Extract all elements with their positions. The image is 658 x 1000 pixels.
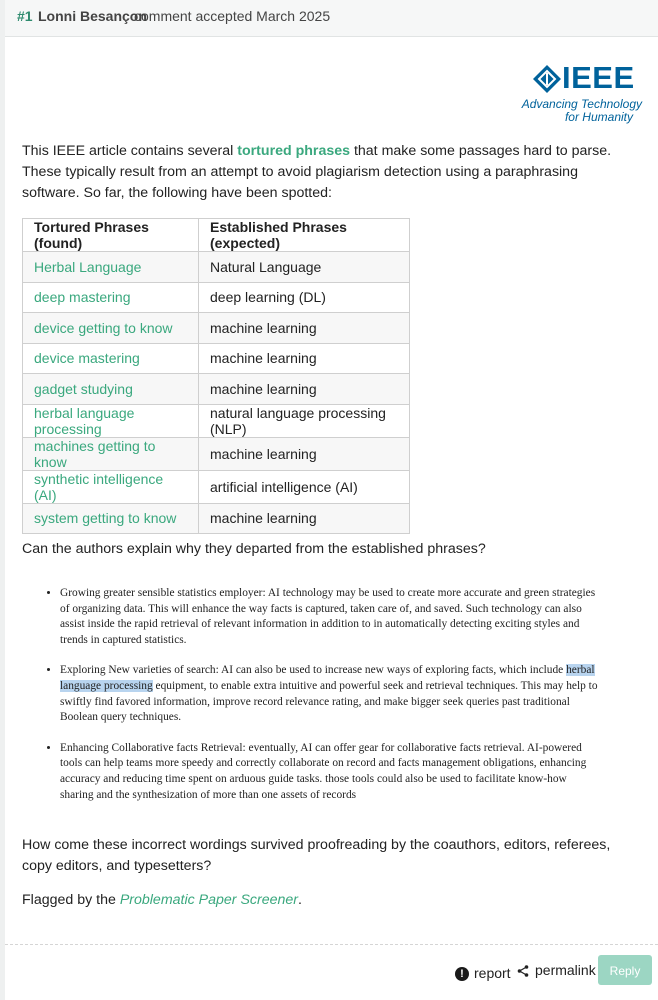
tortured-phrase: device mastering (23, 343, 199, 374)
table-row (23, 282, 410, 313)
permalink-link[interactable] (517, 960, 596, 980)
expected-phrase: machine learning (199, 503, 410, 534)
tortured-phrase: herbal language processing (23, 404, 199, 437)
table-row (23, 313, 410, 344)
tortured-phrase: Herbal Language (23, 252, 199, 283)
header-tortured: Tortured Phrases (found) (23, 219, 199, 252)
table-row (23, 343, 410, 374)
tortured-phrase: synthetic intelligence (AI) (23, 470, 199, 503)
left-border (0, 0, 5, 1000)
intro-text-end: that make some passages hard to parse. These typically result from an attempt to avoid plagiarism detection using a paraphrasing software. So far, the following have been spotted: (22, 143, 612, 201)
comment-meta: comment accepted March 2025 (134, 8, 331, 24)
report-label: report (474, 965, 511, 981)
tortured-phrase: machines getting to know (23, 437, 199, 470)
flag-text: Flagged by the (22, 892, 120, 908)
comment-number[interactable]: #1 (17, 8, 33, 24)
header-established: Established Phrases (expected) (199, 219, 410, 252)
alert-icon: ! (455, 967, 469, 981)
tortured-phrase: gadget studying (23, 374, 199, 405)
table-header-row (23, 219, 410, 252)
table-row (23, 470, 410, 503)
ieee-logo (521, 60, 642, 124)
phrases-table (22, 218, 410, 534)
table-row (23, 437, 410, 470)
logo-tagline-2: for Humanity (564, 110, 633, 124)
expected-phrase: deep learning (DL) (199, 282, 410, 313)
intro-paragraph (22, 141, 632, 204)
logo-wordmark: IEEE (562, 60, 635, 95)
expected-phrase: machine learning (199, 437, 410, 470)
ieee-diamond-icon (532, 64, 562, 94)
comment-author[interactable]: Lonni Besançon (38, 8, 147, 24)
flag-period: . (298, 892, 302, 908)
permalink-label: permalink (535, 962, 596, 978)
excerpt-item (60, 663, 600, 725)
expected-phrase: natural language processing (NLP) (199, 404, 410, 437)
highlighted-phrase: herbal language processing (60, 664, 595, 692)
tortured-phrase: system getting to know (23, 503, 199, 534)
problematic-paper-screener-link[interactable]: Problematic Paper Screener (119, 892, 299, 908)
excerpt-text: Exploring New varieties of search: AI can also be used to increase new ways of exploring facts, which include (60, 664, 567, 677)
expected-phrase: artificial intelligence (AI) (199, 470, 410, 503)
excerpt-item: • Enhancing Collaborative facts Retrieval: eventually, AI can offer gear for collaborative facts retrieval. AI-powered tools can help teams more speedy and correctly collaborate on record and facts management obligations, enhancing accuracy and reducing time spent on arduous guide tasks. those tools could also be used to facilitate know-how sharing and the synthesization of more than one assets of records (60, 741, 600, 803)
table-row (23, 503, 410, 534)
expected-phrase: machine learning (199, 343, 410, 374)
tortured-phrase: device getting to know (23, 313, 199, 344)
footer-divider (5, 944, 658, 945)
flagged-by-line (22, 892, 302, 908)
expected-phrase: Natural Language (199, 252, 410, 283)
table-row (23, 374, 410, 405)
report-link[interactable] (455, 963, 511, 983)
intro-text-start: This IEEE article contains several (22, 143, 238, 159)
expected-phrase: machine learning (199, 374, 410, 405)
excerpt-item: • Growing greater sensible statistics employer: AI technology may be used to create more accurate and green strategies of organizing data. This will enhance the way facts is captured, taken care of, and saved. Such technology can also assist inside the rapid retrieval of relevant information in addition to in automatically detecting exciting styles and trends in captured statistics. (60, 586, 600, 648)
logo-tagline-1: Advancing Technology (521, 97, 642, 111)
comment-header (5, 0, 658, 37)
question-text: Can the authors explain why they departed from the established phrases? (22, 541, 486, 557)
tortured-phrases-link[interactable]: tortured phrases (237, 143, 351, 159)
tortured-phrase: deep mastering (23, 282, 199, 313)
share-icon (517, 965, 529, 977)
closing-question: How come these incorrect wordings survived proofreading by the coauthors, editors, referees, copy editors, and typesetters? (22, 837, 611, 874)
table-row (23, 252, 410, 283)
expected-phrase: machine learning (199, 313, 410, 344)
table-row (23, 404, 410, 437)
excerpt-list (38, 586, 600, 818)
excerpt-text: equipment, to enable extra intuitive and powerful seek and retrieval techniques. This may help to swiftly find favored information, improve record relevance rating, and make bigger seek queries past traditional Boolean query techniques. (60, 679, 598, 724)
reply-button[interactable]: Reply (598, 955, 652, 985)
